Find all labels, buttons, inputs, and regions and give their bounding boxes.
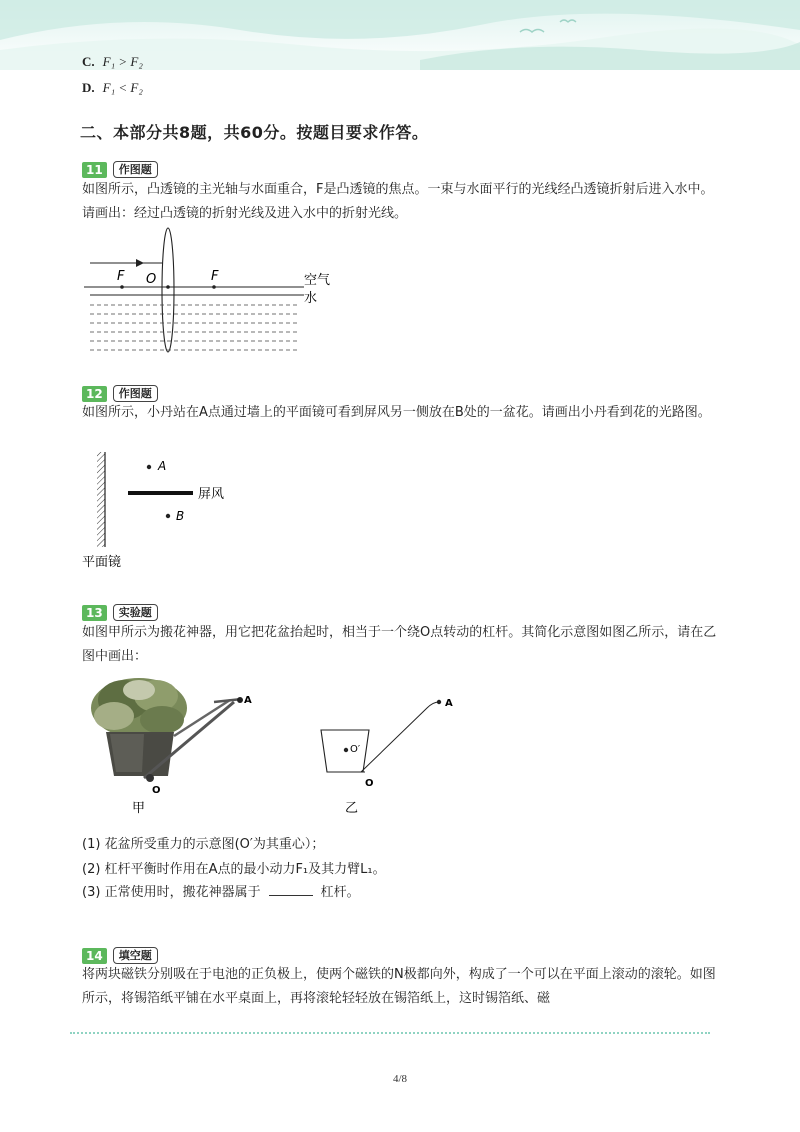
footer-divider xyxy=(70,1032,710,1034)
svg-text:O′: O′ xyxy=(350,744,361,755)
convex-lens xyxy=(162,228,174,352)
section-title: 二、本部分共8题，共60分。按题目要求作答。 xyxy=(80,123,429,142)
q14-header xyxy=(82,945,158,964)
question-type-tag: 作图题 xyxy=(113,385,158,402)
figure-caption-jia: 甲 xyxy=(132,801,146,816)
arrow-icon xyxy=(136,259,144,267)
option-c: C. F₁ > F₂ xyxy=(82,54,143,69)
question-number: 13 xyxy=(82,605,107,621)
point-a xyxy=(147,465,151,469)
screen-label: 屏风 xyxy=(198,487,225,502)
mirror-label: 平面镜 xyxy=(82,555,122,570)
optical-center-label: O xyxy=(146,272,157,287)
question-type-tag: 实验题 xyxy=(113,604,158,621)
water-label: 水 xyxy=(304,291,318,306)
q13-figure-jia xyxy=(84,672,264,820)
option-d: D. F₁ < F₂ xyxy=(82,80,143,95)
q13-text: 如图甲所示为搬花神器，用它把花盆抬起时，相当于一个绕O点转动的杠杆。其简化示意图如图乙所示，请在乙图中画出： xyxy=(82,625,717,664)
answer-blank[interactable] xyxy=(269,883,313,896)
plant-photo xyxy=(91,678,243,782)
svg-text:O: O xyxy=(365,778,374,789)
q11-header xyxy=(82,159,158,178)
svg-text:A: A xyxy=(244,695,252,706)
center-of-gravity xyxy=(344,748,348,752)
air-label: 空气 xyxy=(304,273,331,288)
svg-text:A: A xyxy=(445,698,453,709)
svg-text:B: B xyxy=(176,509,185,523)
q13-figure-yi xyxy=(315,690,465,820)
q12-header xyxy=(82,383,158,402)
q11-lens-figure xyxy=(82,225,352,355)
question-type-tag: 作图题 xyxy=(113,161,158,178)
focus-left-label: F xyxy=(117,269,125,284)
q13-header xyxy=(82,602,158,621)
point-b xyxy=(166,514,170,518)
page-number: 4/8 xyxy=(392,1073,408,1085)
focus-right-label: F xyxy=(211,269,219,284)
figure-caption-yi: 乙 xyxy=(345,801,359,816)
q13-sub-2: (2) 杠杆平衡时作用在A点的最小动力F₁及其力臂L₁。 xyxy=(82,862,386,877)
question-number: 11 xyxy=(82,162,107,178)
question-number: 12 xyxy=(82,386,107,402)
mirror-hatching xyxy=(97,452,105,547)
q14-text: 将两块磁铁分别吸在于电池的正负极上，使两个磁铁的N极都向外，构成了一个可以在平面上滚动的滚轮。如图所示，将锡箔纸平铺在水平桌面上，再将滚轮轻轻放在锡箔纸上，这时锡箔纸、磁 xyxy=(82,967,716,1006)
q12-text: 如图所示，小丹站在A点通过墙上的平面镜可看到屏风另一侧放在B处的一盆花。请画出小丹看到花的光路图。 xyxy=(82,405,711,420)
svg-text:A: A xyxy=(158,459,167,473)
q11-text: 如图所示，凸透镜的主光轴与水面重合，F是凸透镜的焦点。一束与水面平行的光线经凸透镜折射后进入水中。请画出：经过凸透镜的折射光线及进入水中的折射光线。 xyxy=(82,182,714,221)
svg-text:O: O xyxy=(152,785,161,796)
q13-sub-3: (3) 正常使用时，搬花神器属于 杠杆。 xyxy=(82,885,360,900)
question-type-tag: 填空题 xyxy=(113,947,158,964)
q13-sub-1: (1) 花盆所受重力的示意图(O′为其重心）； xyxy=(82,837,325,852)
q12-mirror-figure xyxy=(80,450,250,575)
question-number: 14 xyxy=(82,948,107,964)
